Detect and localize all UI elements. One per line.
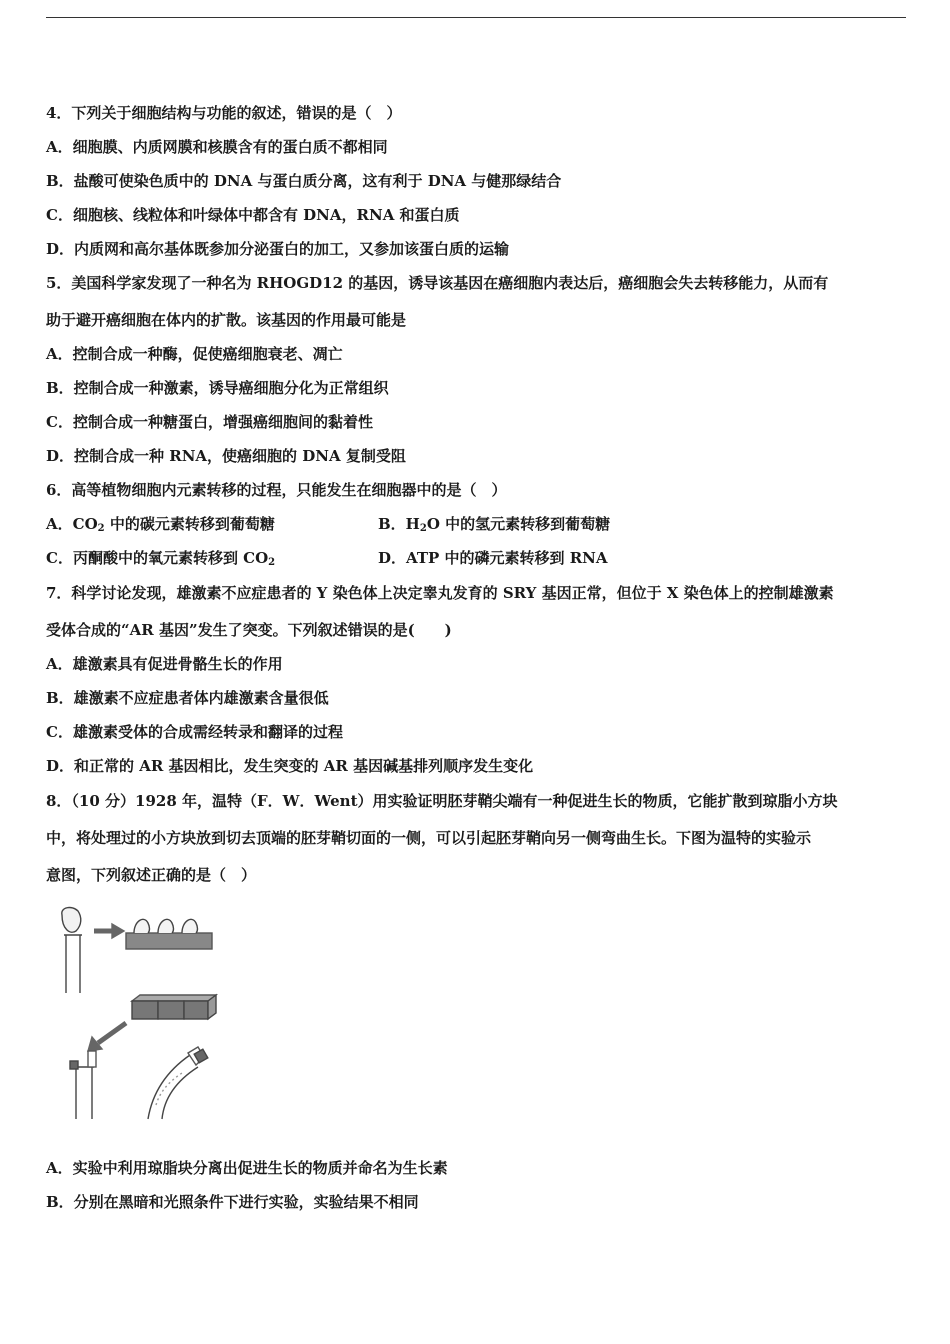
coleoptile-tip-icon	[62, 908, 82, 993]
question-7-option-b: B．雄激素不应症患者体内雄激素含量很低	[46, 689, 329, 707]
question-8-stem-line-1: 8．（10 分）1928 年，温特（F．W．Went）用实验证明胚芽鞘尖端有一种促进生长的物质，它能扩散到琼脂小方块	[46, 792, 838, 810]
question-4-option-b: B．盐酸可使染色质中的 DNA 与蛋白质分离，这有利于 DNA 与健那绿结合	[46, 172, 562, 190]
question-5-option-c: C．控制合成一种糖蛋白，增强癌细胞间的黏着性	[46, 413, 373, 431]
question-6-option-a: A．$CO_2$ 中的碳元素转移到葡萄糖	[46, 515, 275, 534]
question-7-option-d: D．和正常的 AR 基因相比，发生突变的 AR 基因碱基排列顺序发生变化	[46, 757, 534, 775]
question-7-option-a: A．雄激素具有促进骨骼生长的作用	[46, 655, 283, 673]
question-8-option-a: A．实验中利用琼脂块分离出促进生长的物质并命名为生长素	[46, 1159, 448, 1177]
question-4-option-c: C．细胞核、线粒体和叶绿体中都含有 DNA，RNA 和蛋白质	[46, 206, 460, 224]
question-7-option-c: C．雄激素受体的合成需经转录和翻译的过程	[46, 723, 343, 741]
agar-block-with-tips-icon	[126, 919, 212, 949]
arrow-right-icon	[94, 924, 124, 938]
question-8-stem-line-2: 中，将处理过的小方块放到切去顶端的胚芽鞘切面的一侧，可以引起胚芽鞘向另一侧弯曲生长。下图为温特的实验示	[46, 829, 812, 847]
question-6-row-2	[46, 548, 608, 568]
question-6-option-b: B．$H_2O$ 中的氢元素转移到葡萄糖	[378, 515, 611, 534]
question-7-stem-line-1: 7．科学讨论发现，雄激素不应症患者的 Y 染色体上决定睾丸发育的 SRY 基因正常，但位于 X 染色体上的控制雄激素	[46, 584, 834, 602]
bent-coleoptile-icon	[148, 1047, 208, 1119]
question-5-stem-line-2: 助于避开癌细胞在体内的扩散。该基因的作用最可能是	[46, 311, 407, 329]
decapitated-coleoptile-icon	[70, 1051, 96, 1119]
arrow-down-left-icon	[88, 1023, 126, 1051]
went-experiment-figure	[52, 905, 222, 1125]
question-6-stem: 6．高等植物细胞内元素转移的过程，只能发生在细胞器中的是（ ）	[46, 481, 507, 499]
question-6-row-1	[46, 514, 611, 534]
header-rule	[46, 17, 906, 18]
agar-cubes-icon	[132, 995, 216, 1019]
question-5-option-d: D．控制合成一种 RNA，使癌细胞的 DNA 复制受阻	[46, 447, 406, 465]
question-6-option-c: C．丙酮酸中的氧元素转移到 $CO_2$	[46, 549, 276, 568]
question-8-stem-line-3: 意图，下列叙述正确的是（ ）	[46, 866, 257, 884]
question-5-option-a: A．控制合成一种酶，促使癌细胞衰老、凋亡	[46, 345, 343, 363]
question-4-stem: 4．下列关于细胞结构与功能的叙述，错误的是（ ）	[46, 104, 402, 122]
question-7-stem-line-2: 受体合成的“AR 基因”发生了突变。下列叙述错误的是( )	[46, 621, 452, 639]
question-4-option-a: A．细胞膜、内质网膜和核膜含有的蛋白质不都相同	[46, 138, 388, 156]
question-6-option-d: D．ATP 中的磷元素转移到 RNA	[378, 549, 608, 567]
question-5-stem-line-1: 5．美国科学家发现了一种名为 RHOGD12 的基因，诱导该基因在癌细胞内表达后，癌细胞会失去转移能力，从而有	[46, 274, 829, 292]
question-8-option-b: B．分别在黑暗和光照条件下进行实验，实验结果不相同	[46, 1193, 419, 1211]
question-4-option-d: D．内质网和高尔基体既参加分泌蛋白的加工，又参加该蛋白质的运输	[46, 240, 510, 258]
question-5-option-b: B．控制合成一种激素，诱导癌细胞分化为正常组织	[46, 379, 389, 397]
